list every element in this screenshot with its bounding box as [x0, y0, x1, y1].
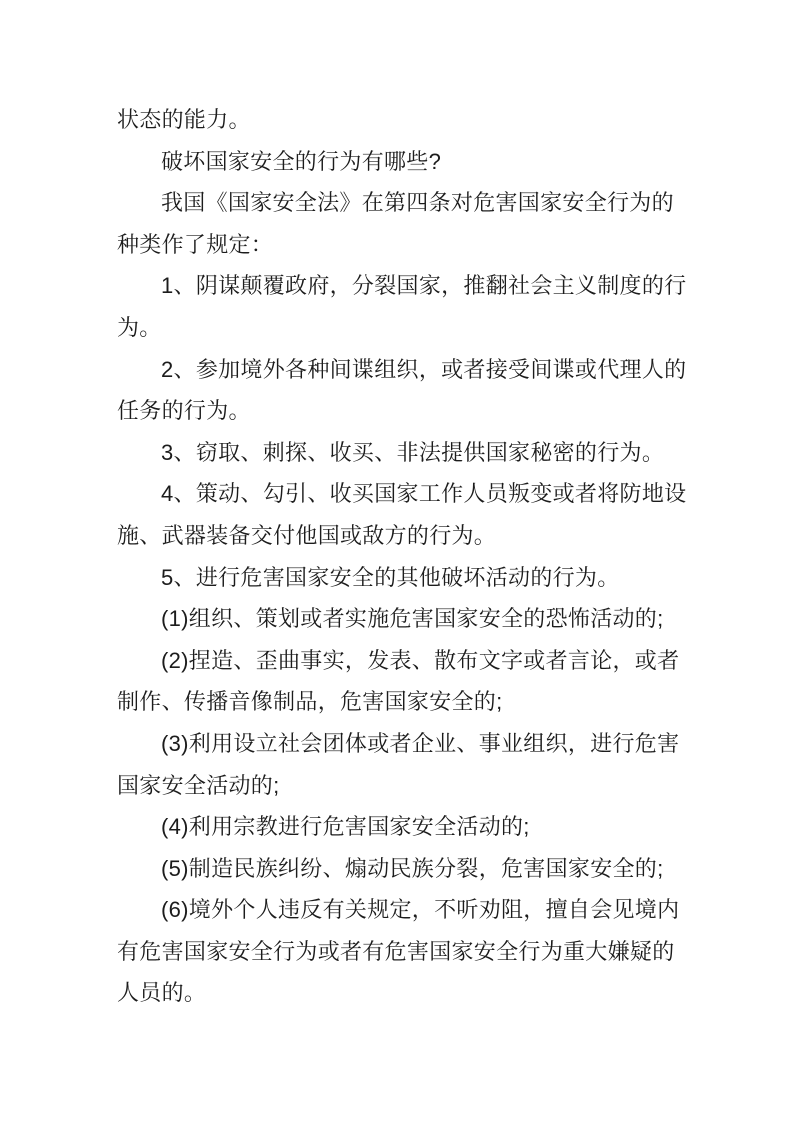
- text-line: 3、窃取、刺探、收买、非法提供国家秘密的行为。: [161, 439, 665, 465]
- text-line: 任务的行为。: [117, 398, 251, 424]
- text-line: (4)利用宗教进行危害国家安全活动的;: [161, 814, 530, 840]
- text-line: (3)利用设立社会团体或者企业、事业组织，进行危害: [161, 730, 680, 756]
- text-line: 制作、传播音像制品，危害国家安全的;: [117, 689, 503, 715]
- text-line: 破坏国家安全的行为有哪些?: [161, 148, 442, 174]
- text-line: (5)制造民族纠纷、煽动民族分裂，危害国家安全的;: [161, 855, 664, 881]
- text-line: (6)境外个人违反有关规定，不听劝阻，擅自会见境内: [161, 897, 680, 923]
- text-line: 4、策动、勾引、收买国家工作人员叛变或者将防地设: [161, 481, 687, 507]
- text-line: 人员的。: [117, 980, 207, 1006]
- text-line: 1、阴谋颠覆政府，分裂国家，推翻社会主义制度的行: [161, 273, 687, 299]
- text-line: 2、参加境外各种间谍组织，或者接受间谍或代理人的: [161, 356, 687, 382]
- text-line: 状态的能力。: [117, 107, 251, 132]
- document-body: [117, 99, 687, 1014]
- text-line: 有危害国家安全行为或者有危害国家安全行为重大嫌疑的: [117, 938, 675, 964]
- text-line: 种类作了规定：: [117, 231, 274, 257]
- text-line: (1)组织、策划或者实施危害国家安全的恐怖活动的;: [161, 606, 664, 632]
- text-line: 我国《国家安全法》在第四条对危害国家安全行为的: [161, 190, 674, 216]
- text-line: 国家安全活动的;: [117, 772, 280, 798]
- text-line: 施、武器装备交付他国或敌方的行为。: [117, 522, 497, 548]
- text-line: 为。: [117, 314, 162, 340]
- text-line: (2)捏造、歪曲事实，发表、散布文字或者言论，或者: [161, 647, 680, 673]
- text-line: 5、进行危害国家安全的其他破坏活动的行为。: [161, 564, 620, 590]
